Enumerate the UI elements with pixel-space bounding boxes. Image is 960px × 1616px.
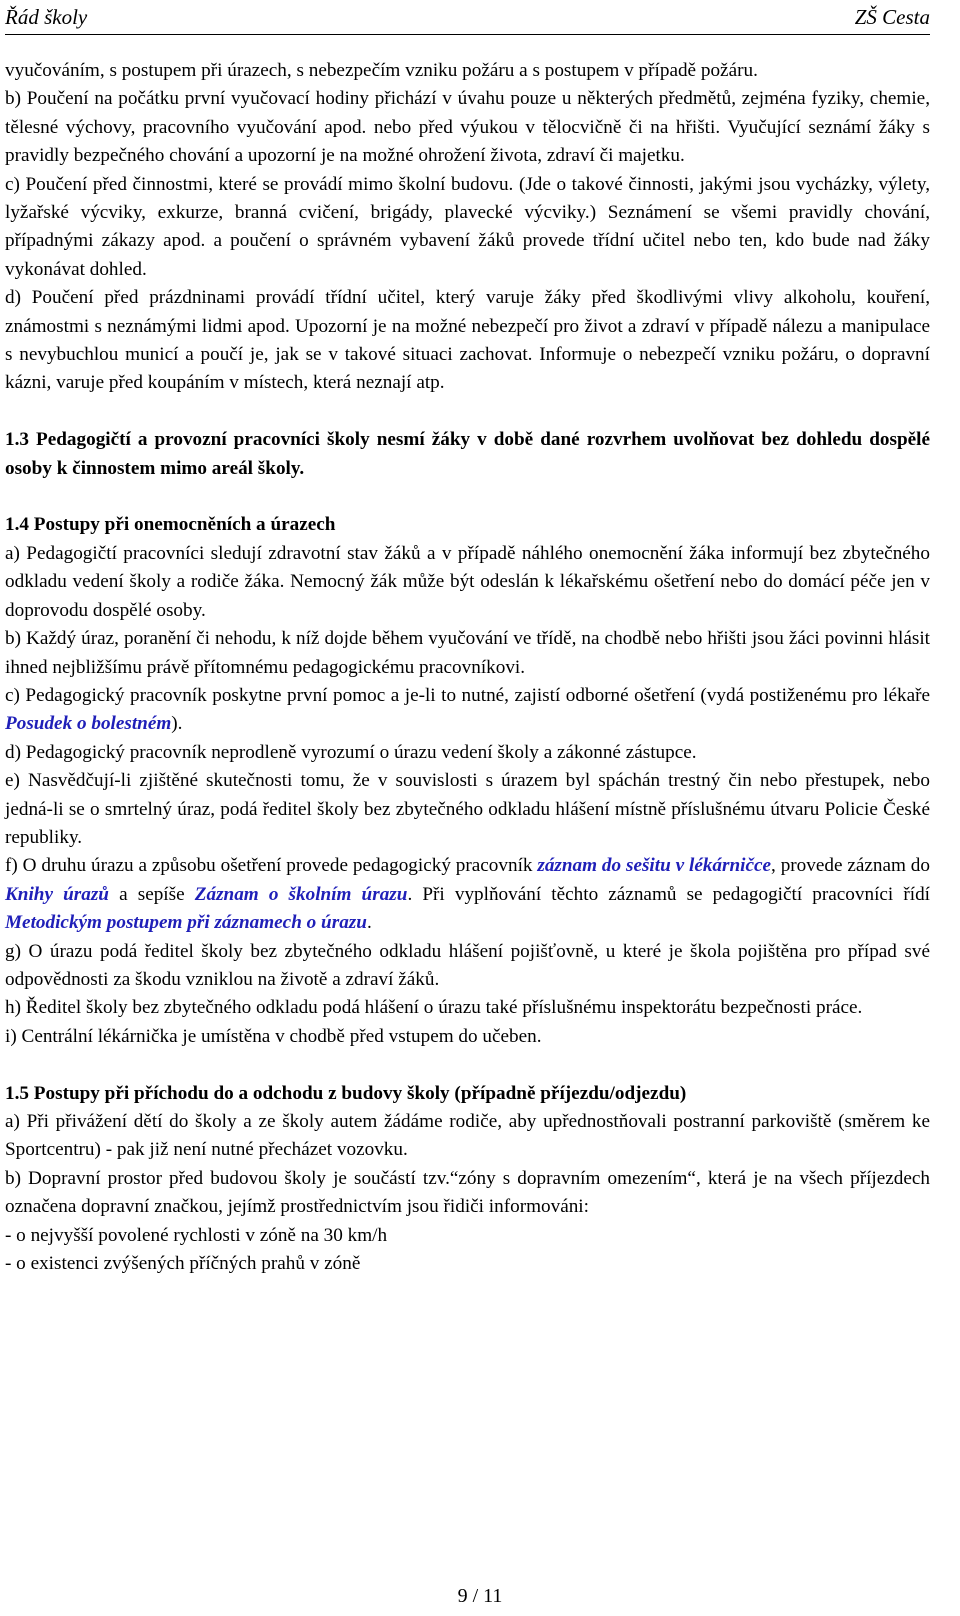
page-header xyxy=(5,2,930,35)
section-1-5-a: a) Při přivážení dětí do školy a ze školy autem žádáme rodiče, aby upřednostňovali postranní parkoviště (směrem ke Sportcentru) - pak již není nutné přecházet vozovku. xyxy=(5,1110,930,1161)
section-1-4-heading: 1.4 Postupy při onemocněních a úrazech xyxy=(5,514,336,536)
zaznam-skolni-uraz-link[interactable]: Záznam o školním úrazu xyxy=(194,883,408,905)
paragraph xyxy=(5,57,930,85)
paragraph-text: . xyxy=(366,912,372,934)
paragraph-text: Nemocný žák může být odeslán k lékařskému ošetření nebo do domácí péče jen v doprovodu dospělé osoby. xyxy=(5,571,930,621)
paragraph-text: Informuje o nebezpečí vzniku požáru, o dopravní kázni, varuje před koupáním v místech, která neznají atp. xyxy=(5,344,930,394)
spacer xyxy=(5,1051,930,1079)
section-1-3: 1.3 Pedagogičtí a provozní pracovníci školy nesmí žáky v době dané rozvrhem uvolňovat bez dohledu dospělé osoby k činnostem mimo areál školy. xyxy=(5,429,930,479)
paragraph-text: b) Poučení na počátku první vyučovací hodiny přichází v úvahu pouze u některých předmětů, zejména fyziky, chemie, tělesné výchovy, pracovního vyučování apod. nebo před výukou v tělocvičně či na hřišti. xyxy=(5,88,930,138)
paragraph-text: a sepíše xyxy=(119,883,185,905)
posudek-link[interactable]: Posudek o bolestném xyxy=(5,713,172,735)
document-body xyxy=(5,57,930,1278)
metodicky-postup-link[interactable]: Metodickým postupem při záznamech o úrazu xyxy=(5,912,367,934)
paragraph-text: c) Poučení před činnostmi, které se provádí mimo školní budovu. xyxy=(5,173,514,195)
section-1-5-b: b) Dopravní prostor před budovou školy je součástí tzv.“zóny s dopravním omezením“, která je na všech příjezdech označena dopravní značkou, jejímž prostřednictvím jsou řidiči informováni: xyxy=(5,1167,930,1218)
paragraph-text: vyučováním, s postupem při úrazech, s nebezpečím vzniku požáru a s postupem v případě požáru. xyxy=(5,60,758,81)
paragraph-text: Upozorní je na možné nebezpečí pro život a zdraví v případě nálezu a manipulace s nevybuchlou municí a poučí je, jak se v takové situaci zachovat. xyxy=(5,315,930,366)
spacer xyxy=(5,398,930,426)
paragraph-text: f) O druhu úrazu a způsobu ošetření provede pedagogický pracovník xyxy=(5,855,533,877)
paragraph-text: . Při vyplňování těchto záznamů se pedagogičtí pracovníci řídí xyxy=(407,883,931,905)
kniha-urazu-link[interactable]: Knihy úrazů xyxy=(5,883,109,905)
section-1-4-i: i) Centrální lékárnička je umístěna v chodbě před vstupem do učeben. xyxy=(5,1025,542,1047)
paragraph-text: , provede záznam do xyxy=(771,855,930,877)
paragraph-text: ). xyxy=(171,713,183,735)
page-number: 9 / 11 xyxy=(457,1585,503,1607)
paragraph-text: d) Poučení před prázdninami provádí třídní učitel, který varuje žáky před škodlivými vlivy alkoholu, kouření, známostmi s neznámými lidmi apod. xyxy=(5,287,930,337)
section-1-4-h: h) Ředitel školy bez zbytečného odkladu podá hlášení o úrazu také příslušnému inspektorátu bezpečnosti práce. xyxy=(5,997,863,1019)
header-school-name: ZŠ Cesta xyxy=(854,5,930,29)
section-1-4-b: b) Každý úraz, poranění či nehodu, k níž dojde během vyučování ve třídě, na chodbě nebo hřišti jsou žáci povinni hlásit ihned nejbližšímu právě přítomnému pedagogickému pracovníkovi. xyxy=(5,628,930,678)
zaznam-sesit-link[interactable]: záznam do sešitu v lékárničce xyxy=(537,855,772,877)
paragraph-b xyxy=(5,85,930,170)
paragraph-c xyxy=(5,171,930,285)
section-1-4-c xyxy=(5,682,930,739)
section-1-4-f xyxy=(5,852,930,937)
section-1-5-dash-1: - o nejvyšší povolené rychlosti v zóně na 30 km/h xyxy=(5,1224,388,1246)
paragraph-text: a) Pedagogičtí pracovníci sledují zdravotní stav žáků a v případě náhlého onemocnění žáka informují bez zbytečného odkladu vedení školy a rodiče žáka. xyxy=(5,542,930,593)
header-document-title: Řád školy xyxy=(5,5,88,29)
section-1-4-e: e) Nasvědčují-li zjištěné skutečnosti tomu, že v souvislosti s úrazem byl spáchán trestný čin nebo přestupek, nebo jedná-li se o smrtelný úraz, podá ředitel školy bez zbytečného odkladu hlášení místně příslušnému útvaru Policie České republiky. xyxy=(5,770,930,848)
section-1-4-d: d) Pedagogický pracovník neprodleně vyrozumí o úrazu vedení školy a zákonné zástupce. xyxy=(5,741,697,763)
paragraph-d xyxy=(5,284,930,398)
paragraph-text: c) Pedagogický pracovník poskytne první pomoc a je-li to nutné, zajistí odborné ošetření (vydá postiženému pro lékaře xyxy=(5,684,930,706)
section-1-4-g: g) O úrazu podá ředitel školy bez zbytečného odkladu hlášení pojišťovně, u které je škola pojištěna pro případ své odpovědnosti za škodu vzniklou na životě a zdraví žáků. xyxy=(5,940,930,990)
section-1-4-a xyxy=(5,540,930,625)
section-1-5-dash-2: - o existenci zvýšených příčných prahů v zóně xyxy=(5,1253,361,1275)
paragraph-text: (Jde o takové činnosti, jakými jsou vycházky, výlety, lyžařské výcviky, exkurze, branná cvičení, brigády, plavecké výcviky.) Seznámení se všemi pravidly chování, případnými zákazy apod. a poučení o správném vybavení žáků provede třídní učitel nebo ten, kdo bude nad žáky vykonávat dohled. xyxy=(5,173,931,280)
paragraph-text: Vyučující seznámí žáky s pravidly bezpečného chování a upozorní je na možné ohrožení života, zdraví či majetku. xyxy=(5,116,930,167)
spacer xyxy=(5,483,930,511)
section-1-5-heading: 1.5 Postupy při příchodu do a odchodu z budovy školy (případně příjezdu/odjezdu) xyxy=(5,1082,687,1104)
